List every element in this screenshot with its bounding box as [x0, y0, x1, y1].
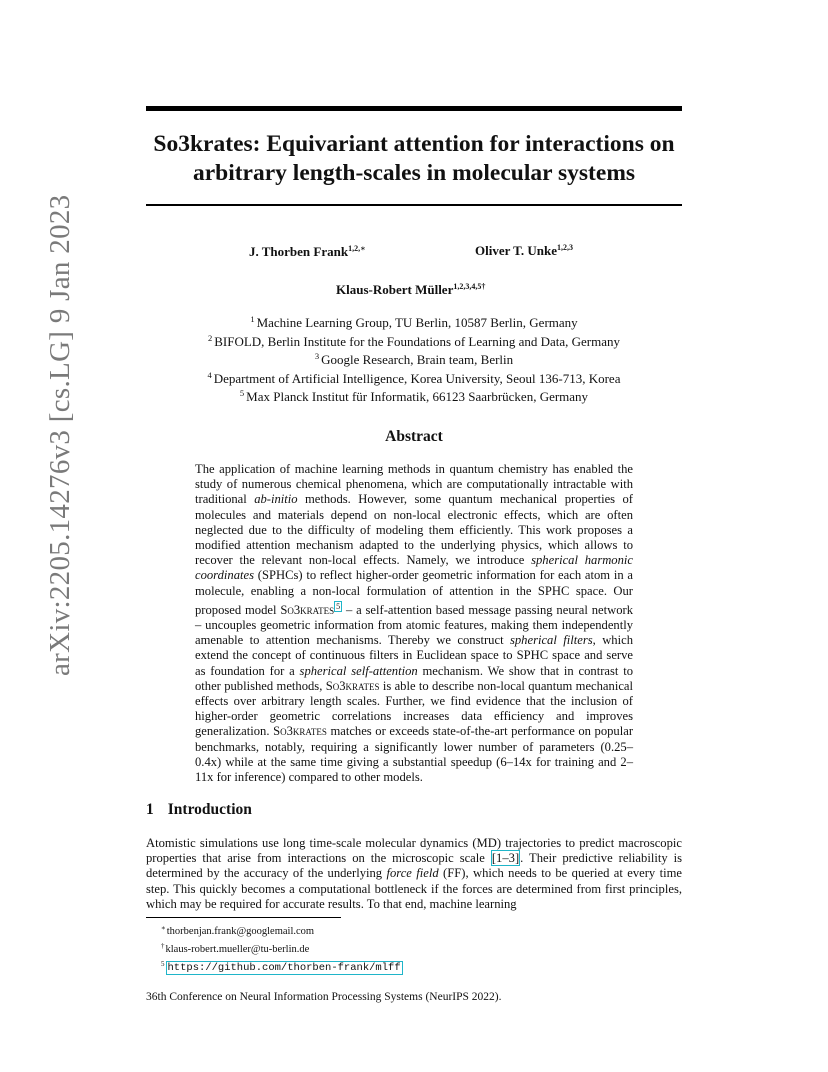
affiliation-3: $^3$ Google Research, Brain team, Berlin: [314, 351, 514, 367]
conference-note: 36th Conference on Neural Information Processing Systems (NeurIPS 2022).: [146, 991, 502, 1003]
citation-link[interactable]: [1–3]: [491, 851, 520, 866]
title-bottom-rule: [146, 204, 682, 206]
title-top-rule: [146, 106, 682, 111]
model-name: So3krates: [280, 602, 335, 617]
affiliation-5: $^5$ Max Planck Institut für Informatik, 66123 Saarbrücken, Germany: [239, 388, 589, 404]
author-affiliation-marks: 1,2,3: [556, 243, 573, 252]
author-affiliation-marks: 1,2,∗: [348, 244, 366, 253]
author-affiliation-marks: 1,2,3,4,5†: [453, 282, 486, 291]
introduction-paragraph: Atomistic simulations use long time-scale molecular dynamics (MD) trajectories to predict macroscopic properties that arise from interactions on the microscopic scale [1–3]. Their predictive reliability is determined by the accuracy of the underlying force field (FF), which needs to be queried at every time step. This quickly becomes a computational bottleneck if the forces are determined from first principles, which may be required for accurate results. To that end, machine learning: [146, 836, 683, 911]
author-unke: [475, 243, 573, 259]
footnote-rule: [146, 917, 341, 918]
footnote-code-url: $^5$ https://github.com/thorben-frank/mlff: [161, 960, 401, 974]
model-name: So3krates: [273, 724, 327, 739]
paper-title: So3krates: Equivariant attention for interactions on arbitrary length-scales in molecular systems: [153, 131, 675, 186]
abstract-body: [195, 462, 633, 785]
affiliation-1: $^1$ Machine Learning Group, TU Berlin, 10587 Berlin, Germany: [250, 314, 578, 330]
author-name: J. Thorben Frank: [249, 244, 349, 259]
affiliation-4: $^4$ Department of Artificial Intelligence, Korea University, Seoul 136-713, Korea: [207, 369, 621, 386]
abstract-heading: Abstract: [385, 428, 443, 445]
abstract-paragraph: The application of machine learning methods in quantum chemistry has enabled the study of numerous chemical phenomena, which are computationally intractable with traditional ab-initio methods. However, some quantum mechanical properties of molecules and materials depend on non-local electronic effects, which are often neglected due to the difficulty of modeling them efficiently. This work proposes a modified attention mechanism adapted to the underlying physics, which allows to recover the relevant non-local effects. Namely, we introduce spherical harmonic coordinates (SPHCs) to reflect higher-order geometric information for each atom in a molecule, enabling a non-local formulation of attention in the SPHC space. Our proposed model So3krates $^5$ – a self-attention based message passing neural network – uncouples geometric information from atomic features, making them independently amenable to attention mechanisms. Thereby we construct spherical filters, which extend the concept of continuous filters in Euclidean space to SPHC space and serve as foundation for a spherical self-attention mechanism. We show that in contrast to other published methods, So3krates is able to describe non-local quantum mechanical effects over arbitrary length scales. Further, we find evidence that the inclusion of higher-order geometric correlations increases data efficiency and improves generalization. So3krates matches or exceeds state-of-the-art performance on popular benchmarks, notably, requiring a significantly lower number of parameters (0.25–0.4x) while at the same time giving a substantial speedup (6–14x for training and 2–11x for inference) compared to other models.: [195, 462, 634, 785]
footnotes: [161, 921, 403, 975]
affiliation-2: $^2$ BIFOLD, Berlin Institute for the Foundations of Learning and Data, Germany: [207, 332, 621, 349]
introduction-heading: 1 Introduction: [146, 801, 252, 818]
arxiv-identifier-stamp: arXiv:2205.14276v3 [cs.LG] 9 Jan 2023: [44, 194, 76, 676]
footnote-link[interactable]: 5: [336, 601, 341, 611]
author-name: Oliver T. Unke: [475, 243, 557, 258]
footnote-email-mueller: †klaus-robert.mueller@tu-berlin.de: [161, 942, 310, 955]
github-link[interactable]: https://github.com/thorben-frank/mlff: [167, 962, 401, 974]
footnote-email-frank: ∗thorbenjan.frank@googlemail.com: [161, 924, 315, 937]
author-mueller: [336, 282, 485, 298]
introduction-body: [146, 836, 682, 912]
model-name: So3krates: [325, 678, 380, 693]
affiliations-block: [146, 312, 682, 405]
author-name: Klaus-Robert Müller: [336, 282, 454, 297]
author-frank: [249, 243, 366, 260]
